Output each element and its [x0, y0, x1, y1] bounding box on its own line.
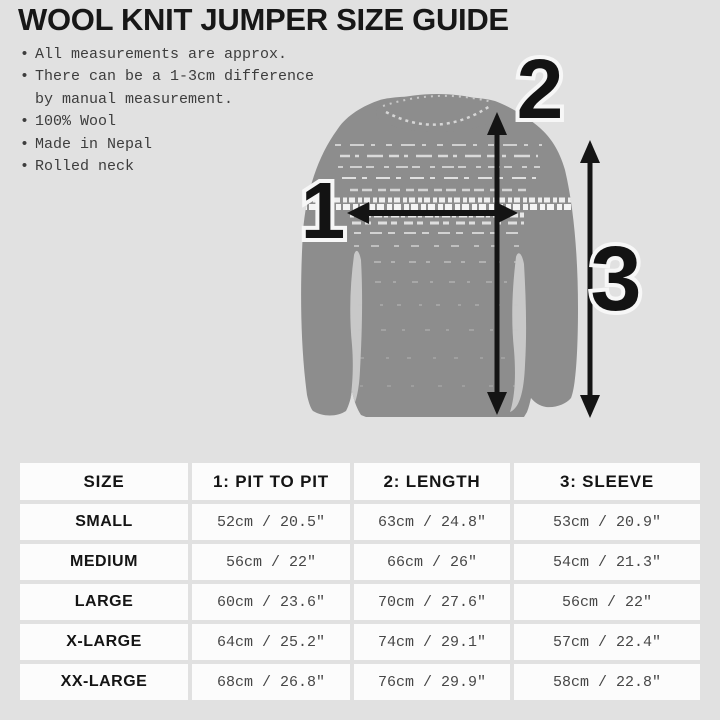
bullet-icon: •	[20, 158, 30, 176]
row-xxlarge-pit: 68cm / 26.8"	[192, 664, 350, 700]
bullet-icon: •	[20, 68, 30, 86]
page-title: WOOL KNIT JUMPER SIZE GUIDE	[18, 2, 509, 37]
column-header-length: 2: LENGTH	[354, 463, 510, 500]
measure-label-2: 2	[516, 50, 564, 136]
row-large-pit: 60cm / 23.6"	[192, 584, 350, 620]
row-xxlarge-sleeve: 58cm / 22.8"	[514, 664, 700, 700]
measure-label-1: 1	[300, 166, 346, 255]
row-large-length: 70cm / 27.6"	[354, 584, 510, 620]
jumper-measurement-diagram	[280, 50, 660, 445]
size-table	[20, 463, 700, 700]
row-xlarge-pit: 64cm / 25.2"	[192, 624, 350, 660]
row-small-size: SMALL	[20, 504, 188, 540]
row-xlarge-size: X-LARGE	[20, 624, 188, 660]
note-text: 100% Wool	[35, 113, 117, 131]
measure-label-3: 3	[590, 228, 642, 330]
row-large-sleeve: 56cm / 22"	[514, 584, 700, 620]
bullet-icon: •	[20, 46, 30, 63]
row-medium-size: MEDIUM	[20, 544, 188, 580]
row-xxlarge-length: 76cm / 29.9"	[354, 664, 510, 700]
row-small-length: 63cm / 24.8"	[354, 504, 510, 540]
row-small-sleeve: 53cm / 20.9"	[514, 504, 700, 540]
bullet-icon: •	[20, 135, 30, 153]
note-text: Rolled neck	[35, 158, 135, 176]
row-xxlarge-size: XX-LARGE	[20, 664, 188, 700]
note-text: Made in Nepal	[35, 135, 153, 153]
column-header-pit-to-pit: 1: PIT TO PIT	[192, 463, 350, 500]
row-medium-pit: 56cm / 22"	[192, 544, 350, 580]
jumper-illustration	[301, 94, 580, 417]
row-xlarge-sleeve: 57cm / 22.4"	[514, 624, 700, 660]
note-text: All measurements are approx.	[35, 46, 288, 63]
row-xlarge-length: 74cm / 29.1"	[354, 624, 510, 660]
row-medium-length: 66cm / 26"	[354, 544, 510, 580]
row-medium-sleeve: 54cm / 21.3"	[514, 544, 700, 580]
column-header-sleeve: 3: SLEEVE	[514, 463, 700, 500]
row-small-pit: 52cm / 20.5"	[192, 504, 350, 540]
bullet-icon: •	[20, 113, 30, 131]
column-header-size: SIZE	[20, 463, 188, 500]
note-text: There can be a 1-3cm difference by manual measurement.	[35, 68, 315, 108]
row-large-size: LARGE	[20, 584, 188, 620]
